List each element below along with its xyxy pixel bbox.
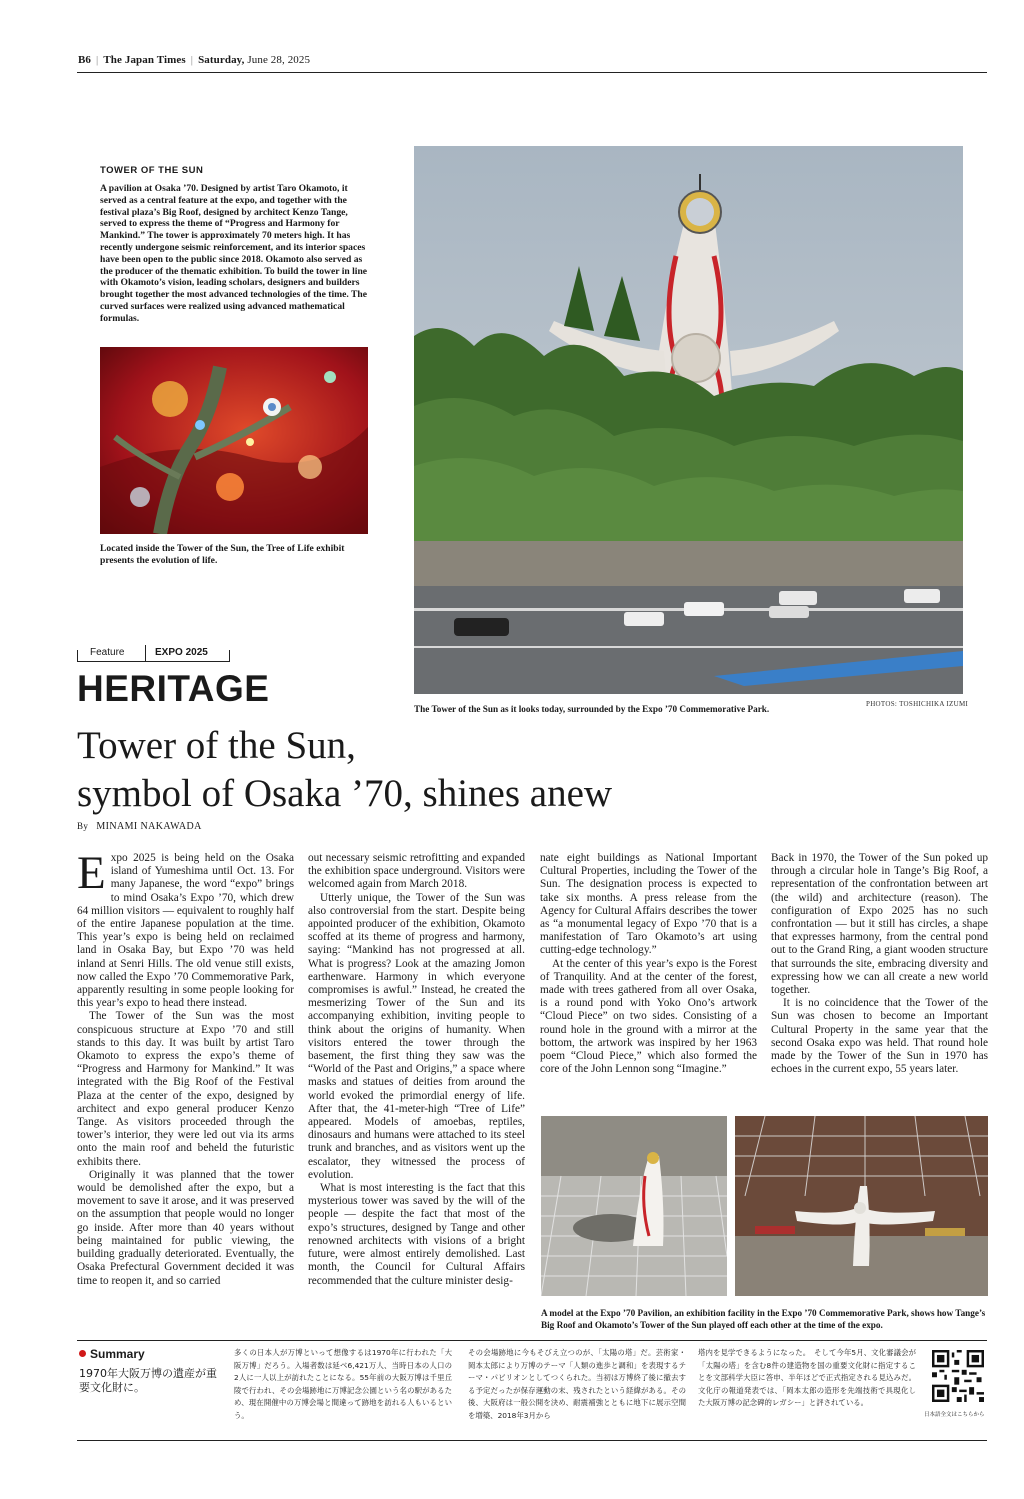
- drop-cap: E: [77, 847, 106, 899]
- sidebar-body: A pavilion at Osaka ’70. Designed by artist Taro Okamoto, it served as a central feature at the expo, and together with the festival plaza’s Big Roof, designed by architect Kenzo Tange, served to express the theme of “Progress and Harmony for Mankind.” The tower is approximately 70 meters high. It has recently undergone seismic reinforcement, and its interior spaces have been open to the public since 2018. Okamoto also served as the producer of the thematic exhibition. To build the tower in line with Okamoto’s vision, leading scholars, designers and builders brought together the most advanced technologies of the time. The curved surfaces were realized using advanced mathematical formulas.: [100, 183, 368, 324]
- qr-code-icon[interactable]: [932, 1350, 984, 1402]
- model-photo-caption: A model at the Expo ’70 Pavilion, an exhibition facility in the Expo ’70 Commemorative Park, shows how Tange’s Big Roof and Okamoto’s Tower of the Sun played off each other at the time of the expo.: [541, 1308, 986, 1330]
- paragraph: Originally it was planned that the tower would be demolished after the expo, but a movement to save it arose, and it was preserved on the assumption that people would no longer go inside. After more than 40 years without being maintained for public viewing, the building gradually deteriorated. Eventually, the Osaka Prefectural Government decided it was time to reopen it, and so carried: [77, 1168, 294, 1287]
- page-number: B6: [78, 54, 92, 66]
- masthead: B6 | The Japan Times | Saturday, June 28, 2025: [78, 54, 311, 66]
- tower-of-the-sun-photo: [414, 146, 963, 694]
- tag-left-tick: [77, 650, 78, 661]
- japanese-column-2: その会場跡地に今もそびえ立つのが、「太陽の塔」だ。芸術家・岡本太郎により万博のテーマ「人類の進歩と調和」を表現するテーマ・パビリオンとしてつくられた。当初は万博終了後に撤去する予定だったが保存運動の末、残されたという経緯がある。その後、大阪府は一般公開を決め、耐震補強とともに地下に展示空間を増築、2018年3月から: [468, 1348, 686, 1420]
- masthead-rule: [77, 72, 987, 73]
- kicker: HERITAGE: [77, 668, 270, 709]
- tree-of-life-photo: [100, 347, 368, 534]
- summary-body: 1970年大阪万博の遺産が重要文化財に。: [79, 1367, 217, 1394]
- tag-rule: [77, 661, 230, 662]
- summary-heading: Summary: [79, 1347, 145, 1361]
- article-column-4: [771, 852, 988, 1076]
- paragraph: Utterly unique, the Tower of the Sun was also controversial from the start. Despite being appointed producer of the exhibition, Okamoto scoffed at its theme of progress and harmony, saying: “Mankind has not progressed at all. What is progress? Look at the amazing Jomon earthenware. Harmony in which everyone compromises is awful.” Instead, he created the mesmerizing Tower of the Sun and its accompanying exhibition, inviting people to think about the origins of humanity. When visitors entered the tower through the basement, the first thing they saw was the “World of the Past and Origins,” a space where masks and statues of deities from around the world evoked the primordial energy of life. After that, the 41-meter-high “Tree of Life” appeared. Models of amoebas, reptiles, dinosaurs and humans were attached to its steel trunk and branches, and as visitors went up the escalator, they witnessed the process of evolution.: [308, 891, 525, 1181]
- model-photo-right: [735, 1116, 988, 1296]
- paragraph: The Tower of the Sun was the most conspicuous structure at Expo ’70 and still stands to this day. It was built by artist Taro Okamoto to express the expo’s theme of “Progress and Harmony for Mankind.” It was integrated with the Big Roof of the Festival Plaza at the center of the expo, designed by architect and expo general producer Kenzo Tange. As visitors proceeded through the tower’s interior, they were led out via its arms onto the main roof and beheld the futuristic exhibits there.: [77, 1010, 294, 1168]
- paragraph: Back in 1970, the Tower of the Sun poked up through a circular hole in Tange’s Big Roof, a representation of the confrontation between art (the wild) and architecture (reason). The configuration of Expo 2025 has no such confrontation — but it still has circles, a shape that expresses harmony, from the central pond out to the Grand Ring, a giant wooden structure that surrounds the site, embracing diversity and expressing how we can all create a new world together.: [771, 852, 988, 997]
- issue-day: Saturday,: [198, 54, 245, 66]
- article-column-2: [308, 852, 525, 1288]
- article-column-3: [540, 852, 757, 1076]
- paragraph: At the center of this year’s expo is the Forest of Tranquility. And at the center of the forest, made with trees gathered from all over Osaka, is a round pond with Yoko Ono’s artwork “Cloud Piece” on two sides. Consisting of a round hole in the ground with a mirror at the bottom, the artwork was inspired by her 1963 poem “Cloud Piece,” which also formed the core of the John Lennon song “Imagine.”: [540, 957, 757, 1076]
- main-photo-caption: The Tower of the Sun as it looks today, surrounded by the Expo ’70 Commemorative Park.: [414, 704, 770, 714]
- paper-name: The Japan Times: [103, 54, 186, 66]
- paragraph: nate eight buildings as National Important Cultural Properties, including the Tower of the Sun. The designation process is expected to take six months. A press release from the Agency for Cultural Affairs describes the tower as “a monumental legacy of Expo ’70 that is a manifestation of Taro Okamoto’s art using cutting-edge technology.”: [540, 852, 757, 957]
- summary-dot-icon: [79, 1350, 86, 1357]
- tree-of-life-caption: Located inside the Tower of the Sun, the Tree of Life exhibit presents the evolution of life.: [100, 543, 345, 566]
- headline-line-2: symbol of Osaka ’70, shines anew: [77, 772, 613, 815]
- tag-section[interactable]: EXPO 2025: [155, 647, 208, 658]
- model-photo-left: [541, 1116, 727, 1296]
- tag-right-tick: [229, 650, 230, 661]
- headline-line-1: Tower of the Sun,: [77, 724, 356, 767]
- byline-author: MINAMI NAKAWADA: [96, 821, 202, 832]
- headline: [77, 722, 777, 818]
- byline-by: By: [77, 821, 89, 831]
- issue-date: June 28, 2025: [247, 54, 311, 66]
- tag-feature[interactable]: Feature: [90, 647, 125, 658]
- photo-credit: PHOTOS: TOSHICHIKA IZUMI: [866, 700, 969, 708]
- japanese-column-3: 塔内を見学できるようになった。 そして今年5月、文化審議会が「太陽の塔」を含む8件の建造物を国の重要文化財に指定することを文部科学大臣に答申、半年ほどで正式指定される見込みだ。文化庁の報道発表では、「岡本太郎の造形を先端技術で具現化した大阪万博の記念碑的レガシー」と評されている。: [698, 1348, 916, 1408]
- qr-caption: 日本語全文はこちらから: [924, 1412, 985, 1418]
- japanese-column-1: 多くの日本人が万博といって想像するは1970年に行われた「大阪万博」だろう。入場者数は延べ6,421万人、当時日本の人口の2人に一人以上が訪れたことになる。55年前の大阪万博は千里丘陵で行われ、その会場跡地に万博記念公園という名の駅があるため、現在開催中の万博会場と間違って跡地を訪れる人もいるという。: [234, 1348, 452, 1420]
- paragraph: out necessary seismic retrofitting and expanded the exhibition space underground. Visitors were welcomed again from March 2018.: [308, 852, 525, 891]
- paragraph: It is no coincidence that the Tower of the Sun was chosen to become an Important Cultural Property in the same year that the second Osaka expo was held. That round hole made by the Tower of the Sun in 1970 has echoes in the current expo, 55 years later.: [771, 997, 988, 1076]
- byline: [77, 821, 202, 832]
- sidebar-heading: TOWER OF THE SUN: [100, 165, 204, 176]
- summary-rule: [77, 1340, 987, 1341]
- paragraph: What is most interesting is the fact that this mysterious tower was saved by the will of the people — despite the fact that most of the expo’s structures, designed by Tange and other renowned architects with visions of a bright future, were almost entirely demolished. Last month, the Council for Cultural Affairs recommended that the culture minister desig-: [308, 1182, 525, 1287]
- tag-divider: [145, 645, 146, 661]
- bottom-rule: [77, 1440, 987, 1441]
- article-column-1: [77, 847, 294, 1288]
- paragraph: Expo 2025 is being held on the Osaka island of Yumeshima until Oct. 13. For many Japanese, the word “expo” brings to mind Osaka’s Expo ’70, which drew 64 million visitors — equivalent to roughly half of the entire Japanese population at the time. This year’s expo is being held on reclaimed land in Osaka Bay, but Expo ’70 was held inland at Senri Hills. The old venue still exists, now called the Expo ’70 Commemorative Park, apparently resulting in some people looking for this year’s expo to head there instead.: [77, 847, 294, 1010]
